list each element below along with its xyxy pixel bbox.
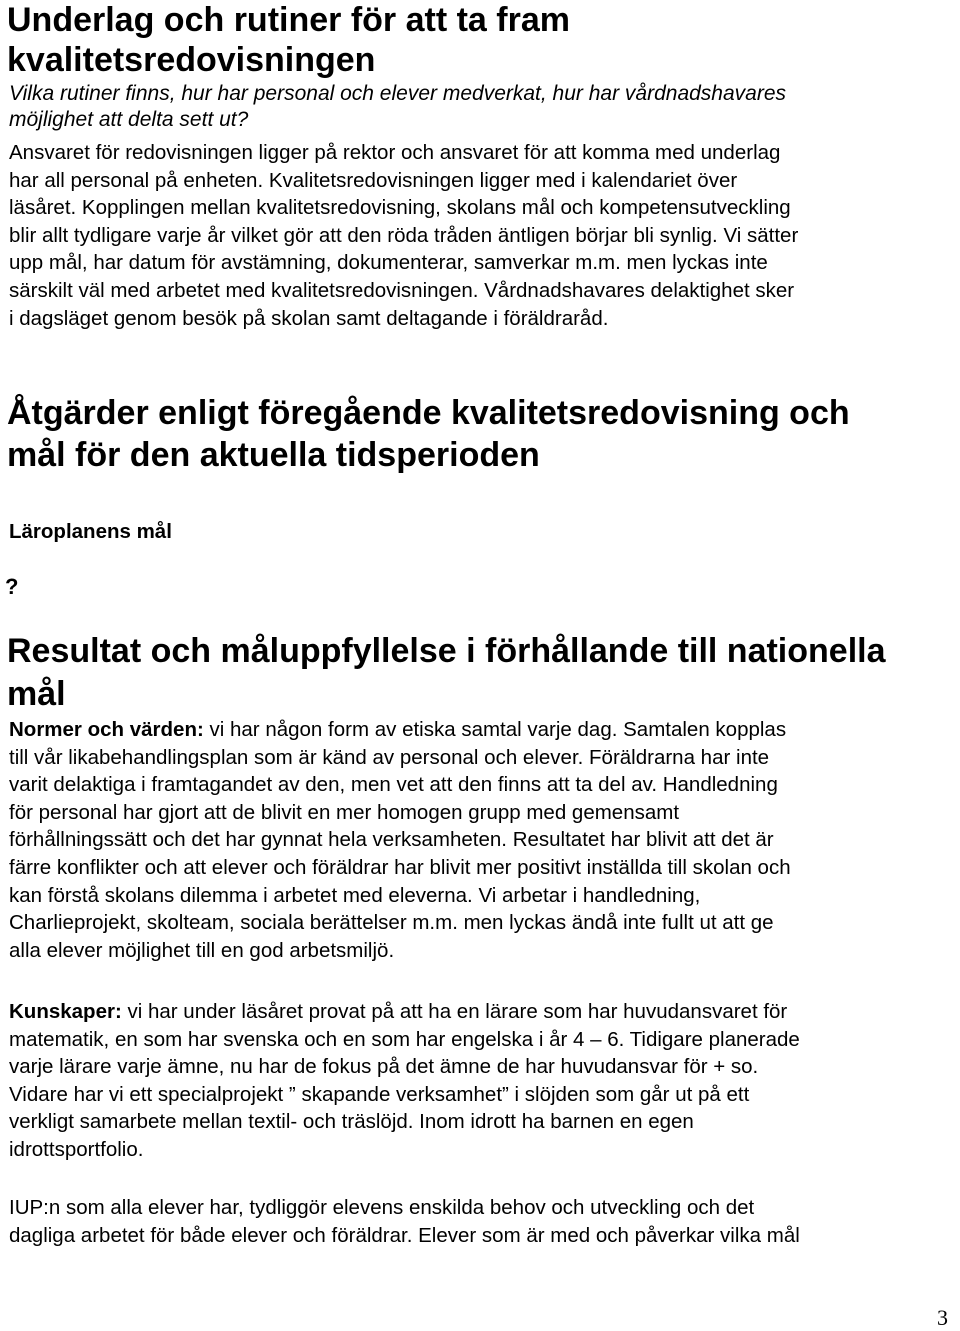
text-line: idrottsportfolio. (9, 1137, 144, 1161)
text-line (9, 998, 800, 1026)
text-fragment: vi har under läsåret provat på att ha en lärare som har huvudansvaret för (121, 1000, 788, 1023)
text-line: dagliga arbetet för både elever och föräldrar. Elever som är med och påverkar vilka mål (9, 1223, 800, 1247)
text-line: i dagsläget genom besök på skolan samt deltagande i föräldraråd. (9, 306, 609, 330)
text-line: alla elever möjlighet till en god arbetsmiljö. (9, 938, 395, 962)
heading-line: Åtgärder enligt föregående kvalitetsredovisning och (7, 394, 850, 432)
heading-line: Resultat och måluppfyllelse i förhållande till nationella (7, 632, 886, 670)
paragraph-kunskaper (9, 998, 800, 1164)
text-fragment: vi har någon form av etiska samtal varje dag. Samtalen kopplas (203, 718, 787, 741)
question-line: Vilka rutiner finns, hur har personal och elever medverkat, hur har vårdnadshavares (9, 82, 787, 105)
text-line: verkligt samarbete mellan textil- och träslöjd. Inom idrott ha barnen en egen (9, 1110, 694, 1134)
text-line: IUP:n som alla elever har, tydliggör elevens enskilda behov och utveckling och det (9, 1196, 755, 1219)
placeholder-mark: ? (5, 574, 19, 599)
text-line: matematik, en som har svenska och en som har engelska i år 4 – 6. Tidigare planerade (9, 1027, 800, 1051)
heading-line: mål (7, 675, 66, 713)
subheading-laroplanens-mal: Läroplanens mål (9, 520, 172, 543)
heading-line: mål för den aktuella tidsperioden (7, 436, 540, 474)
section-heading-resultat (7, 630, 886, 716)
paragraph-label: Kunskaper: (9, 1000, 122, 1023)
section-heading-atgarder (7, 392, 850, 476)
page-number: 3 (937, 1305, 948, 1330)
paragraph-normer-och-varden (9, 716, 791, 964)
section-heading-underlag (7, 0, 570, 80)
text-line: för personal har gjort att de blivit en mer homogen grupp med gemensamt (9, 800, 680, 824)
text-line: varit delaktiga i framtagandet av den, men vet att den finns att ta del av. Handledning (9, 773, 778, 797)
heading-line: kvalitetsredovisningen (7, 41, 376, 79)
text-line: färre konflikter och att elever och föräldrar har blivit mer positivt inställda till skolan och (9, 855, 791, 879)
text-line (9, 716, 791, 744)
text-line: upp mål, har datum för avstämning, dokumenterar, samverkar m.m. men lyckas inte (9, 251, 768, 275)
paragraph-underlag (9, 139, 798, 332)
text-line: förhållningssätt och det har gynnat hela verksamheten. Resultatet har blivit att det är (9, 828, 774, 852)
text-line: särskilt väl med arbetet med kvalitetsredovisningen. Vårdnadshavares delaktighet sker (9, 278, 795, 302)
guiding-question (9, 81, 786, 133)
heading-line: Underlag och rutiner för att ta fram (7, 1, 570, 39)
text-line: blir allt tydligare varje år vilket gör att den röda tråden äntligen börjar bli synlig. Vi sätter (9, 223, 799, 247)
text-line: läsåret. Kopplingen mellan kvalitetsredovisning, skolans mål och kompetensutveckling (9, 196, 791, 220)
paragraph-label: Normer och värden: (9, 718, 204, 741)
question-line: möjlighet att delta sett ut? (9, 108, 249, 131)
text-line: kan förstå skolans dilemma i arbetet med eleverna. Vi arbetar i handledning, (9, 883, 701, 907)
text-line: varje lärare varje ämne, nu har de fokus på det ämne de har huvudansvar för + so. (9, 1055, 759, 1079)
text-line: har all personal på enheten. Kvalitetsredovisningen ligger med i kalendariet över (9, 168, 738, 192)
text-line: till vår likabehandlingsplan som är känd av personal och elever. Föräldrarna har inte (9, 745, 770, 769)
paragraph-iup (9, 1194, 800, 1249)
text-line: Ansvaret för redovisningen ligger på rektor och ansvaret för att komma med underlag (9, 141, 781, 164)
text-line: Charlieprojekt, skolteam, sociala berättelser m.m. men lyckas ändå inte fullt ut att ge (9, 911, 774, 935)
text-line: Vidare har vi ett specialprojekt ” skapande verksamhet” i slöjden som går ut på ett (9, 1082, 750, 1106)
